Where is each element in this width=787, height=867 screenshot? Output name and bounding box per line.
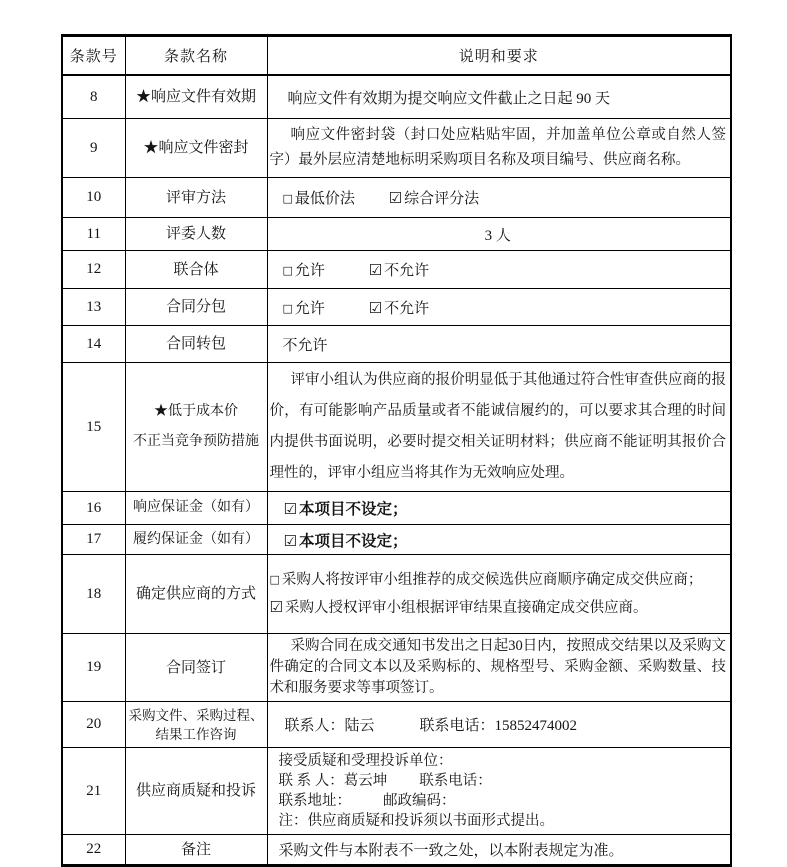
header-clause-name: 条款名称 <box>125 36 267 76</box>
phone-label: 联系电话： <box>419 773 492 789</box>
postcode-label: 邮政编码： <box>383 793 456 809</box>
clause-desc <box>267 326 731 363</box>
clause-no: 13 <box>62 289 125 326</box>
table-row <box>62 75 731 119</box>
checkbox-unchecked-icon: □ <box>282 192 293 205</box>
checkbox-checked-icon: ☑ <box>283 500 297 518</box>
checkbox-checked-icon: ☑ <box>368 261 383 279</box>
clause-name: 联合体 <box>125 251 267 289</box>
contact-name: 葛云坤 <box>343 773 388 789</box>
table-row <box>62 492 731 525</box>
contact-label: 联系人： <box>284 718 345 734</box>
checkbox-checked-icon: ☑ <box>269 598 283 616</box>
option-checked <box>389 187 479 208</box>
option-checked <box>270 596 727 619</box>
desc-text: 本项目不设定； <box>298 501 408 518</box>
clause-name: 评委人数 <box>125 218 267 251</box>
clause-desc <box>267 119 731 178</box>
clause-desc <box>267 525 731 555</box>
clause-no: 9 <box>62 119 125 178</box>
desc-text: 响应文件有效期为提交响应文件截止之日起 90 天 <box>287 90 611 107</box>
complaint-address-line <box>279 791 727 811</box>
clause-desc <box>267 748 731 835</box>
contact-name: 陆云 <box>344 718 375 734</box>
desc-paragraph: 响应文件密封袋（封口处应粘贴牢固，并加盖单位公章或自然人签字）最外层应清楚地标明采购项目名称及项目编号、供应商名称。 <box>269 127 726 168</box>
option-label: 采购人授权评审小组根据评审结果直接确定成交供应商。 <box>284 600 648 616</box>
clause-no: 17 <box>62 525 125 555</box>
table-row <box>62 363 731 492</box>
clause-name-line: ★低于成本价 <box>154 404 238 419</box>
table-row <box>62 702 731 748</box>
clause-no: 22 <box>62 835 125 866</box>
clause-desc <box>267 555 731 634</box>
table-row <box>62 634 731 702</box>
option-label: 允许 <box>294 263 325 279</box>
clause-no: 19 <box>62 634 125 702</box>
table-row <box>62 835 731 866</box>
clause-name <box>125 363 267 492</box>
table-row <box>62 748 731 835</box>
clause-desc <box>267 75 731 119</box>
option-unchecked <box>283 187 355 208</box>
clause-name-line: 不正当竞争预防措施 <box>133 434 259 449</box>
clause-name: ★响应文件有效期 <box>125 75 267 119</box>
table-row <box>62 326 731 363</box>
clause-desc <box>267 363 731 492</box>
clause-name: 确定供应商的方式 <box>125 555 267 634</box>
clause-no: 8 <box>62 75 125 119</box>
checkbox-checked-icon: ☑ <box>283 531 297 550</box>
checkbox-checked-icon: ☑ <box>368 298 383 317</box>
table-row <box>62 251 731 289</box>
option-label: 综合评分法 <box>404 191 480 207</box>
phone-label: 联系电话： <box>419 718 495 734</box>
option-unchecked <box>283 297 325 318</box>
clause-desc <box>267 251 731 289</box>
clause-name <box>125 702 267 748</box>
clause-no: 12 <box>62 251 125 289</box>
clause-desc <box>267 492 731 525</box>
clause-desc <box>267 289 731 326</box>
clause-desc <box>267 634 731 702</box>
checkbox-unchecked-icon: □ <box>269 573 280 586</box>
option-label: 不允许 <box>384 300 430 317</box>
option-checked <box>369 259 429 280</box>
contact-label: 联 系 人： <box>278 773 344 789</box>
clause-name: 评审方法 <box>125 178 267 218</box>
option-label: 不允许 <box>384 263 430 279</box>
table-row <box>62 119 731 178</box>
table-row <box>62 289 731 326</box>
complaint-unit-line: 接受质疑和受理投诉单位： <box>278 753 453 769</box>
table-header-row <box>62 36 731 76</box>
clause-no: 18 <box>62 555 125 634</box>
clause-name: 供应商质疑和投诉 <box>125 748 267 835</box>
header-description: 说明和要求 <box>267 36 731 76</box>
clause-name: 合同分包 <box>125 289 267 326</box>
checkbox-unchecked-icon: □ <box>282 301 293 315</box>
clause-name: 响应保证金（如有） <box>125 492 267 525</box>
table-row <box>62 555 731 634</box>
clause-desc <box>267 178 731 218</box>
option-unchecked <box>283 259 325 280</box>
desc-paragraph: 评审小组认为供应商的报价明显低于其他通过符合性审查供应商的报价，有可能影响产品质量或者不能诚信履约的，可以要求其合理的时间内提供书面说明，必要时提交相关证明材料；供应商不能证明其报价合理性的，评审小组应当将其作为无效响应处理。 <box>269 372 726 481</box>
clause-no: 15 <box>62 363 125 492</box>
option-checked <box>369 297 429 318</box>
clause-no: 21 <box>62 748 125 835</box>
clause-name: 合同转包 <box>125 326 267 363</box>
clause-no: 14 <box>62 326 125 363</box>
table-row <box>62 525 731 555</box>
desc-text: 采购文件与本附表不一致之处，以本附表规定为准。 <box>278 843 624 859</box>
option-label: 允许 <box>294 300 325 317</box>
clause-desc <box>267 835 731 866</box>
desc-text: 不允许 <box>282 337 328 354</box>
checkbox-unchecked-icon: □ <box>282 264 293 277</box>
option-label: 最低价法 <box>294 191 355 207</box>
desc-paragraph: 采购合同在成交通知书发出之日起30日内，按照成交结果以及采购文件确定的合同文本以及采购标的、规格型号、采购金额、采购数量、技术和服务要求等事项签订。 <box>269 638 726 696</box>
clause-table <box>61 34 732 867</box>
table-row <box>62 178 731 218</box>
clause-name: 合同签订 <box>125 634 267 702</box>
clause-name: 履约保证金（如有） <box>125 525 267 555</box>
option-unchecked <box>270 569 727 592</box>
clause-no: 10 <box>62 178 125 218</box>
phone-number: 15852474002 <box>494 718 578 734</box>
clause-no: 20 <box>62 702 125 748</box>
address-label: 联系地址： <box>278 793 351 809</box>
clause-name-line: 结果工作咨询 <box>155 726 237 742</box>
clause-desc <box>267 702 731 748</box>
header-clause-no: 条款号 <box>62 36 125 76</box>
clause-name: ★响应文件密封 <box>125 119 267 178</box>
option-label: 采购人将按评审小组推荐的成交候选供应商顺序确定成交供应商； <box>281 572 703 588</box>
clause-desc <box>267 218 731 251</box>
desc-text: 本项目不设定； <box>298 532 408 550</box>
checkbox-checked-icon: ☑ <box>388 189 403 207</box>
clause-no: 16 <box>62 492 125 525</box>
complaint-note-line: 注：供应商质疑和投诉须以书面形式提出。 <box>278 813 554 829</box>
complaint-contact-line <box>279 771 727 791</box>
clause-name: 备注 <box>125 835 267 866</box>
clause-no: 11 <box>62 218 125 251</box>
clause-name-line: 采购文件、采购过程、 <box>128 707 264 723</box>
desc-text: 3 人 <box>484 227 511 244</box>
table-row <box>62 218 731 251</box>
